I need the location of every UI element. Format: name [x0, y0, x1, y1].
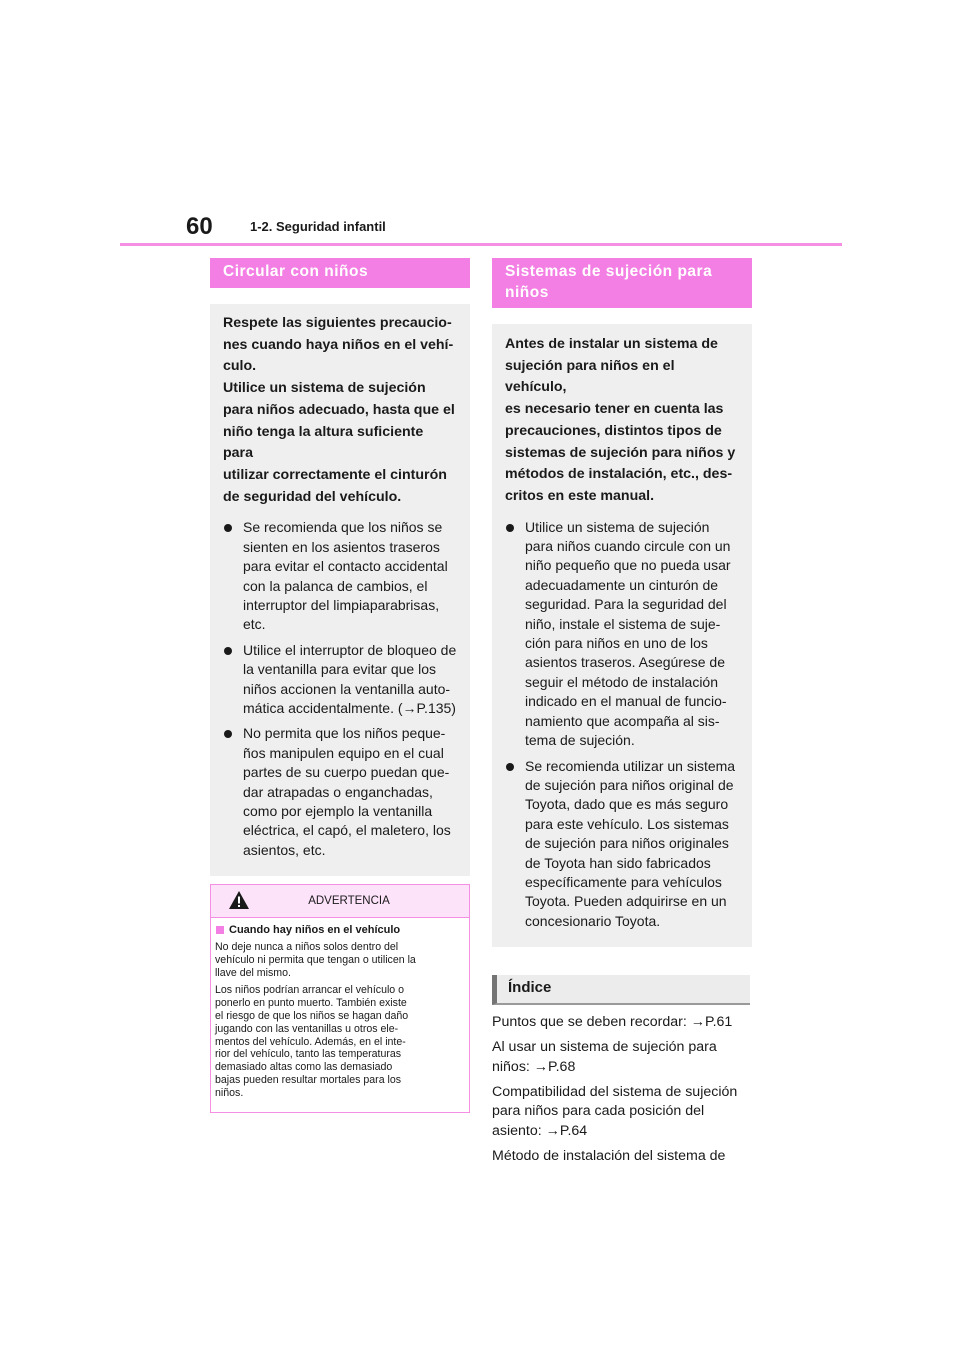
warning-paragraph: Los niños podrían arrancar el vehículo o ponerlo en punto muerto. También existe el riesgo de que los niños se hagan daño jugando con las ventanillas u otros ele- mentos del vehículo. Además, en el inte- rior del vehículo, tanto las temperaturas demasiado altas como las demasiado bajas pueden resultar mortales para los niños.	[215, 983, 409, 1100]
warning-box	[210, 884, 470, 1113]
bullet-list	[505, 518, 739, 932]
warning-body	[211, 918, 469, 1112]
index-list	[492, 1013, 752, 1167]
intro-text: Respete las siguientes precaucio- nes cuando haya niños en el vehí- culo. Utilice un sistema de sujeción para niños adecuado, hasta que el niño tenga la altura suficiente para utilizar correctamente el cinturón de seguridad del vehículo.	[223, 315, 455, 505]
intro-text: Antes de instalar un sistema de sujeción para niños en el vehículo, es necesario tener en cuenta las precauciones, distintos tipos de sistemas de sujeción para niños y métodos de instalación, etc., des- critos en este manual.	[505, 336, 736, 504]
bullet-text: Se recomienda que los niños se sienten en los asientos traseros para evitar el contacto accidental con la palanca de cambios, el interruptor del limpiaparabrisas, etc.	[243, 519, 448, 633]
list-item	[223, 518, 457, 634]
index-item-link[interactable]: Compatibilidad del sistema de sujeción para niños para cada posición del asiento: →P.64	[492, 1083, 738, 1140]
bullet-text: No permita que los niños peque- ños manipulen equipo en el cual partes de su cuerpo puedan que- dar atrapadas o enganchadas, como por ejemplo la ventanilla eléctrica, el capó, el maletero, los asientos, etc.	[243, 725, 451, 858]
index-item-link[interactable]: Puntos que se deben recordar: →P.61	[492, 1014, 733, 1031]
list-item	[505, 518, 739, 751]
warning-subheading-text: Cuando hay niños en el vehículo	[229, 924, 401, 937]
warning-header	[211, 885, 469, 918]
warning-triangle-icon	[228, 890, 250, 910]
bullet-text: Se recomienda utilizar un sistema de sujeción para niños original de Toyota, dado que es más seguro para este vehículo. Los sistemas de sujeción para niños originales de Toyota han sido fabricados específicamente para vehículos Toyota. Pueden adquirirse en un concesionario Toyota.	[525, 757, 736, 929]
header-rule	[120, 243, 842, 246]
list-item	[223, 641, 457, 719]
right-column	[492, 258, 752, 1172]
section-heading-circular: Circular con niños	[210, 258, 470, 288]
info-box-circular	[210, 304, 470, 876]
left-column	[210, 258, 470, 1113]
warning-paragraph: No deje nunca a niños solos dentro del vehículo ni permita que tengan o utilicen la llave del mismo.	[215, 941, 416, 980]
bullet-dot-icon	[506, 524, 514, 532]
index-item-link[interactable]: Al usar un sistema de sujeción para niños: →P.68	[492, 1038, 717, 1075]
section-label: 1-2. Seguridad infantil	[250, 219, 386, 234]
page-number: 60	[186, 213, 213, 240]
info-box-sistemas	[492, 324, 752, 947]
bullet-dot-icon	[224, 647, 232, 655]
section-heading-sistemas: Sistemas de sujeción para niños	[492, 258, 752, 308]
pink-square-icon	[216, 926, 224, 934]
warning-subheading	[215, 923, 465, 937]
bullet-dot-icon	[224, 524, 232, 532]
index-heading: Índice	[492, 975, 750, 1005]
warning-title: ADVERTENCIA	[308, 895, 390, 908]
bullet-text: Utilice el interruptor de bloqueo de la ventanilla para evitar que los niños accionen la ventanilla auto- mática accidentalmente. (→P.135)	[243, 641, 457, 716]
bullet-dot-icon	[224, 730, 232, 738]
list-item	[223, 724, 457, 860]
index-item-text: Método de instalación del sistema de	[492, 1147, 726, 1164]
bullet-text: Utilice un sistema de sujeción para niños cuando circule con un niño pequeño que no pueda usar adecuadamente un cinturón de seguridad. Para la seguridad del niño, instale el sistema de suje- ción para niños en uno de los asientos traseros. Asegúrese de seguir el método de instalación indicado en el manual de funcio- namiento que acompaña al sis- tema de sujeción.	[525, 518, 731, 749]
list-item	[505, 757, 739, 932]
bullet-dot-icon	[506, 763, 514, 771]
bullet-list	[223, 518, 457, 860]
